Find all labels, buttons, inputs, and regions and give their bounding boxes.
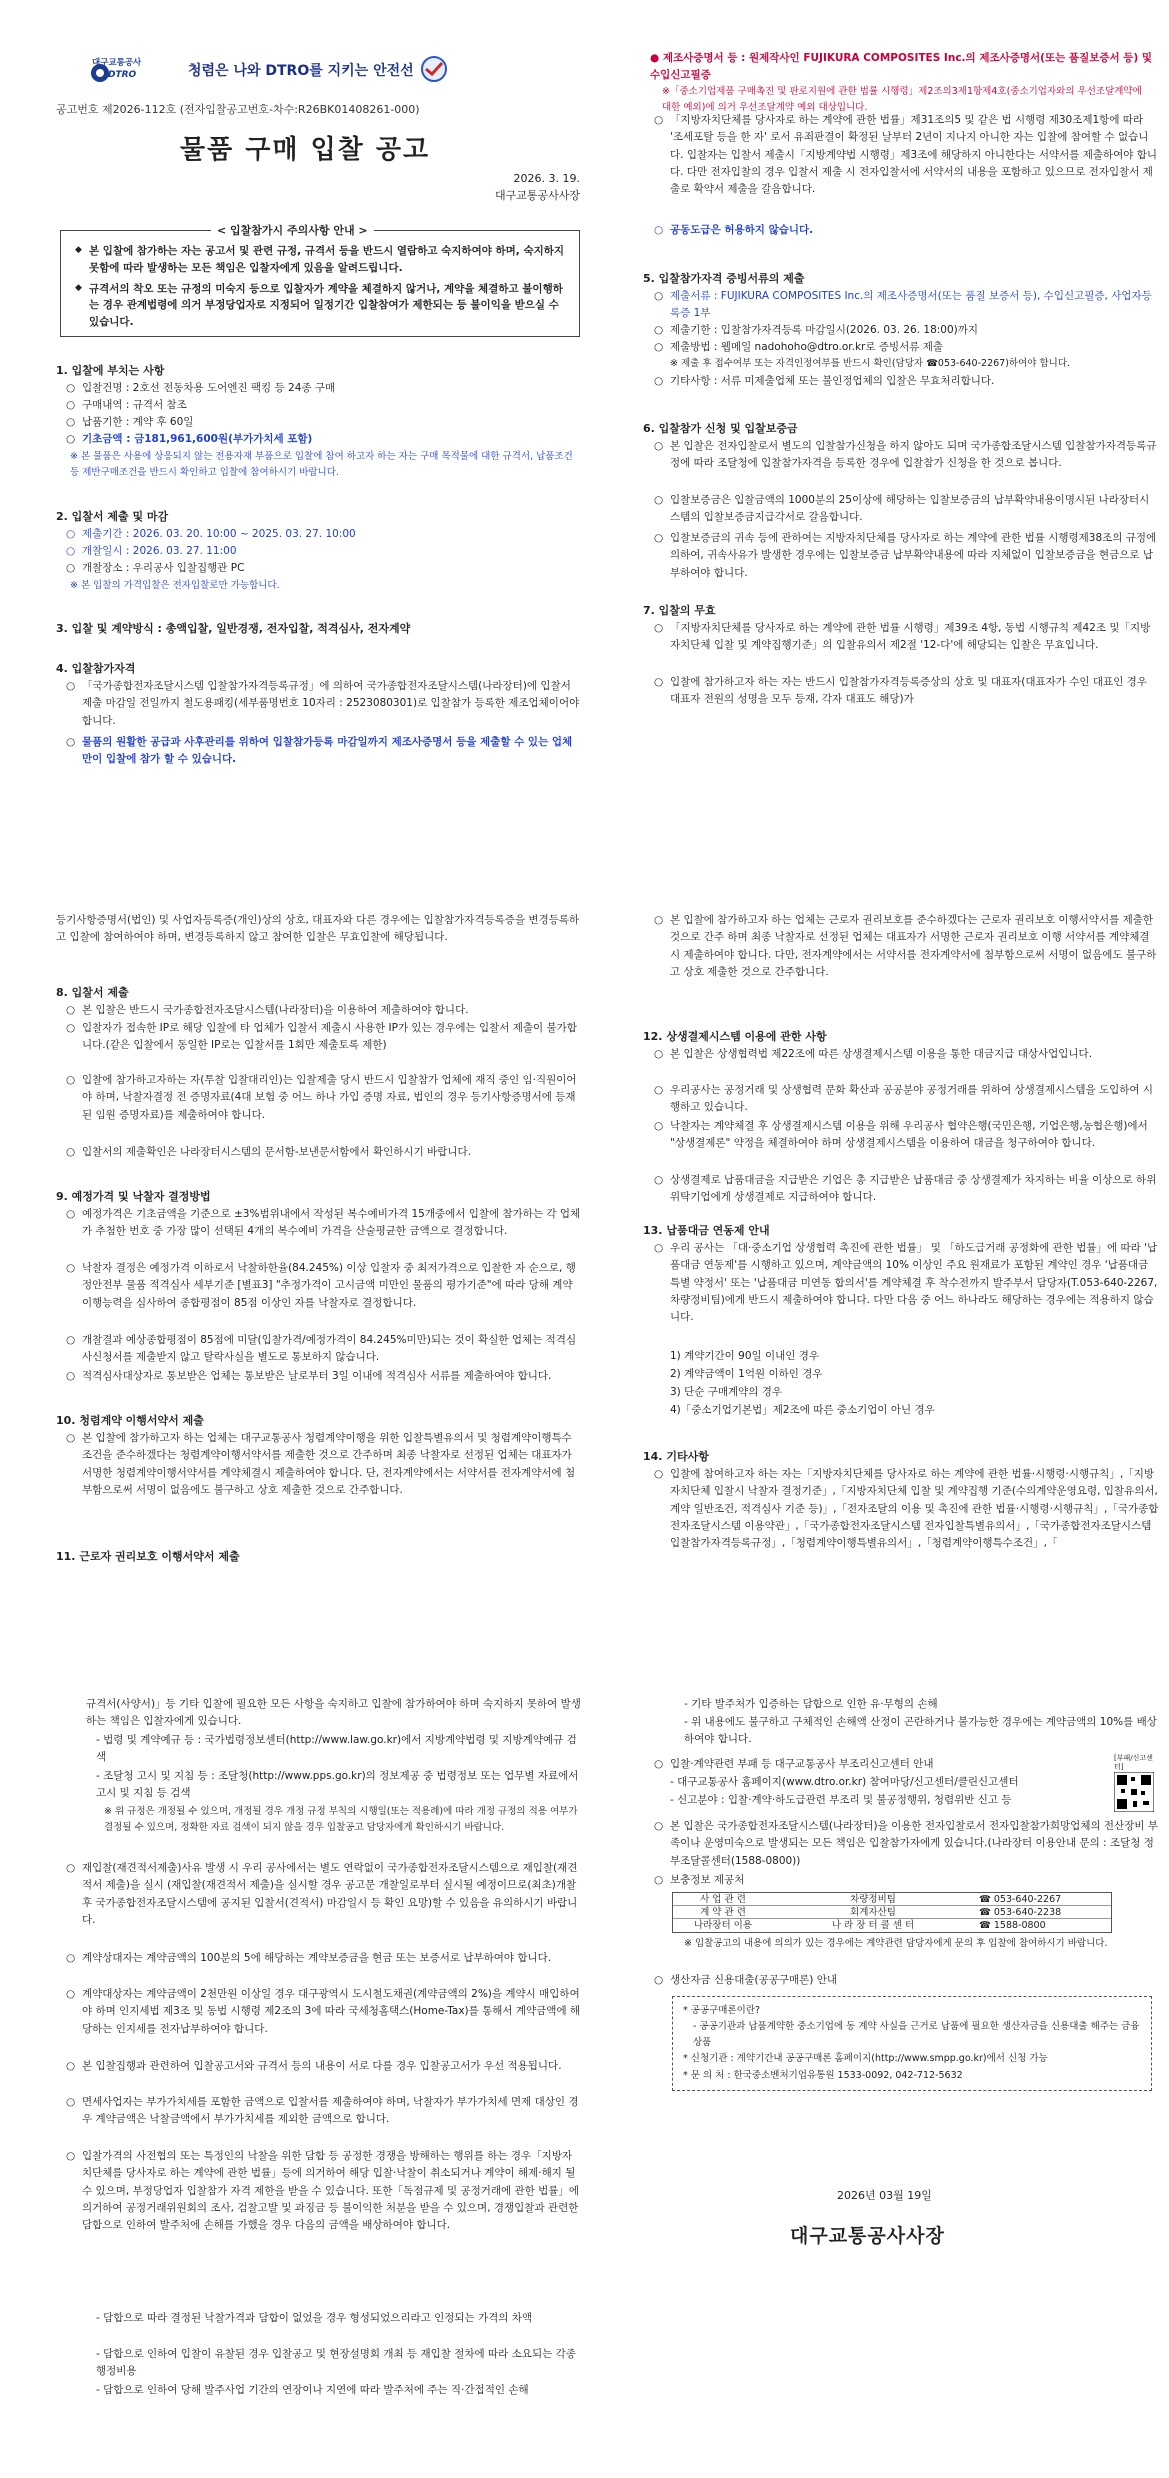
- sign-date: 2026년 03월 19일: [837, 2189, 932, 2202]
- list-item: ○ 구매내역 : 규격서 참조: [66, 399, 187, 411]
- p3-sub: - 조달청 고시 및 지침 등 : 조달청(http://www.pps.go.kr)의 정보제공 중 법령정보 또는 업무별 자료에서 고시 및 지침 등 검색: [96, 1770, 579, 1800]
- worker-rights-item: ○ 본 입찰에 참가하고자 하는 업체는 근로자 권리보호를 준수하겠다는 근로자 권리보호 이행서약서를 제출한 것으로 간주 하며 최종 낙찰자로 선정된 업체는 대표자가 서명한 근로자 권리보호 이행 서약서를 계약체결 시 제출하여야 합니다. 다만, 전자계약에서는 서약서를 전자계약서에 첨부함으로써 서명이 없음에도 불구하고 상호 제출한 것으로 간주합니다.: [654, 914, 1157, 978]
- integrity-item: ○ 본 입찰에 참가하고자 하는 업체는 대구교통공사 청렴계약이행을 위한 입찰특별유의서 및 청렴계약이행특수조건을 준수하겠다는 청렴계약이행서약서를 제출한 것으로 간주하며 최종 낙찰자로 선정된 업체는 대표자가 서명한 청렴계약이행서약서를 계약체결시 제출하여야 합니다. 단, 전자계약에서는 서약서를 전자계약서에 첨부함으로써 서명이 없음에도 불구하고 상호 제출한 것으로 간주합니다.: [66, 1432, 576, 1496]
- section-1-note: ※ 본 물품은 사용에 상응되지 않는 전용자재 부품으로 입찰에 참여 하고자 하는 자는 구매 목적물에 대한 규격서, 납품조건 등 제반구매조건을 반드시 확인하고 입찰에 참여하시기 바랍니다.: [70, 451, 573, 478]
- tax-evasion-item: ○ 「지방자치단체를 당사자로 하는 계약에 관한 법률」제31조의5 및 같은 법 시행령 제30조제1항에 따라 '조세포탈 등을 한 자' 로서 유죄판결이 확정된 날부터 2년이 지나지 아니한 자는 입찰에 참여할 수 없습니다. 입찰자는 입찰서 제출시「지방계약법 시행령」제3조에 해당하지 아니한다는 서약서를 제출하여야 합니다. 다만 전자입찰의 경우 입찰서 제출 시 전자입찰서에 서약서의 내용을 포함하고 있으므로 전자입찰서 제출로 확약서 제출을 갈음합니다.: [654, 114, 1158, 196]
- p3-item: ○ 본 입찰집행과 관련하여 입찰공고서와 규격서 등의 내용이 서로 다를 경우 입찰공고서가 우선 적용됩니다.: [66, 2060, 562, 2072]
- page-3: [0, 1690, 1169, 2478]
- manufacturer-cert: ● 제조사증명서 등 : 원제작사인 FUJIKURA COMPOSITES Inc.의 제조사증명서(또는 품질보증서 등) 및 수입신고필증: [650, 52, 1153, 82]
- section-7-title: 7. 입찰의 무효: [643, 604, 716, 617]
- payment-item: ○ 낙찰자는 계약체결 후 상생결제시스템 이용을 위해 우리공사 협약은행(국민은행, 기업은행,농협은행)에서 "상생결제론" 약정을 체결하여야 하며 상생결제시스템을 이용하여 대금을 청구하여야 합니다.: [654, 1120, 1148, 1150]
- opening-time: ○ 개찰일시 : 2026. 03. 27. 11:00: [66, 545, 237, 557]
- base-amount: ○ 기초금액 : 금181,961,600원(부가가치세 포함): [66, 433, 313, 445]
- docs-other: ○ 기타사항 : 서류 미제출업체 또는 불인정업체의 입찰은 무효처리합니다.: [654, 375, 995, 387]
- caution-box: [60, 224, 580, 337]
- table-row: 계 약 관 련 회계자산팀 ☎ 053-640-2238: [673, 1906, 1111, 1919]
- submit-item: ○ 입찰서의 제출확인은 나라장터시스템의 문서함-보낸문서함에서 확인하시기 바랍니다.: [66, 1146, 471, 1158]
- deposit-item: ○ 입찰보증금은 입찰금액의 1000분의 25이상에 해당하는 입찰보증금의 납부확약내용이명시된 나라장터시스템의 입찰보증금지급각서로 갈음합니다.: [654, 494, 1150, 524]
- misc-item: ○ 입찰에 참여하고자 하는 자는「지방자치단체를 당사자로 하는 계약에 관한 법률·시행령·시행규칙」,「지방자치단체 입찰시 낙찰자 결정기준」,「지방자치단체 입찰 및 계약집행 기준(수의계약운영요령, 입찰유의서, 계약 일반조건, 적격심사 기준 등)」,「전자조달의 이용 및 촉진에 관한 법률·시행령·시행규칙」,「국가종합전자조달시스템 이용약관」,「국가종합전자조달시스템 전자입찰특별유의서」,「국가종합전자조달시스템 입찰참가자격등록규정」,「청렴계약이행특별유의서」,「청렴계약이행특수조건」,「: [654, 1468, 1159, 1550]
- contact-table: [672, 1892, 1112, 1933]
- deposit-item: ○ 본 입찰은 전자입찰로서 별도의 입찰참가신청을 하지 않아도 되며 국가종합조달시스템 입찰참가자격등록규정에 따라 조달청에 입찰참가자격을 등록한 경우에 입찰참가 신청을 한 것으로 봅니다.: [654, 440, 1157, 470]
- p3-note: ※ 위 규정은 개정될 수 있으며, 개정될 경우 개정 규정 부칙의 시행일(또는 적용례)에 따라 개정 규정의 적용 여부가 결정될 수 있으며, 정확한 자료 검색이 되지 않을 경우 입찰공고 담당자에게 확인하시기 바랍니다.: [104, 1806, 578, 1833]
- loan-box-line: * 공공구매론이란?: [683, 2005, 761, 2016]
- caution-item: ◆ 본 입찰에 참가하는 자는 공고서 및 관련 규정, 규격서 등을 반드시 열람하고 숙지하여야 하며, 숙지하지 못함에 따라 발생하는 모든 책임은 입찰자에게 있음을 알려드립니다.: [75, 243, 569, 277]
- section-2-note: ※ 본 입찰의 가격입찰은 전자입찰로만 가능합니다.: [70, 580, 280, 591]
- table-row: 나라장터 이용 나 라 장 터 콜 센 터 ☎ 1588-0800: [693, 1920, 1046, 1931]
- qualification-item: ○ 물품의 원활한 공급과 사후관리를 위하여 입찰참가등록 마감일까지 제조사증명서 등을 제출할 수 있는 업체만이 입찰에 참가 할 수 있습니다.: [66, 736, 573, 766]
- page-2: [0, 900, 1169, 1680]
- section-4-title: 4. 입찰참가자격: [56, 662, 136, 675]
- linkage-exception: 1) 계약기간이 90일 이내인 경우: [670, 1350, 820, 1362]
- supplementary-info: ○ 보충정보 제공처: [654, 1874, 745, 1886]
- slogan: 청렴은 나와 DTRO를 지키는 안전선: [188, 63, 414, 79]
- exception-note: ※「중소기업제품 구매촉진 및 판로지원에 관한 법률 시행령」제2조의3제1항제4호(중소기업자와의 우선조달계약에 대한 예외)에 의거 우선조달계약 예외 대상입니다.: [662, 86, 1142, 113]
- p3-item: ○ 계약대상자는 계약금액이 2천만원 이상일 경우 대구광역시 도시철도채권(계약금액의 2%)을 계약시 매입하여야 하며 인지세법 제3조 및 동법 시행령 제2조의 3에 따라 국세청홈택스(Home-Tax)를 통해서 계약금액에 해당하는 인지세를 전자납부하여야 합니다.: [66, 1988, 581, 2035]
- section-9-title: 9. 예정가격 및 낙찰자 결정방법: [56, 1190, 211, 1203]
- issue-date: 2026. 3. 19.: [513, 172, 580, 185]
- payment-item: ○ 본 입찰은 상생협력법 제22조에 따른 상생결제시스템 이용을 통한 대금지급 대상사업입니다.: [654, 1048, 1093, 1060]
- docs-item: ○ 제출서류 : FUJIKURA COMPOSITES Inc.의 제조사증명서(또는 품질 보증서 등), 수입신고필증, 사업자등록증 1부: [654, 290, 1152, 320]
- p3-item: ○ 계약상대자는 계약금액의 100분의 5에 해당하는 계약보증금을 현금 또는 보증서로 납부하여야 합니다.: [66, 1952, 552, 1964]
- void-item: ○ 입찰에 참가하고자 하는 자는 반드시 입찰참가자격등록증상의 상호 및 대표자(대표자가 수인 대표인 경우 대표자 전원의 성명을 모두 등재, 각자 대표도 해당)가: [654, 676, 1147, 706]
- qr-code-icon: [1114, 1772, 1154, 1812]
- price-item: ○ 적격심사대상자로 통보받은 업체는 통보받은 날로부터 3일 이내에 적격심사 서류를 제출하여야 합니다.: [66, 1370, 552, 1382]
- list-item: ○ 납품기한 : 계약 후 60일: [66, 416, 194, 428]
- opening-place: ○ 개찰장소 : 우리공사 입찰집행관 PC: [66, 562, 245, 574]
- price-item: ○ 예정가격은 기초금액을 기준으로 ±3%범위내에서 작성된 복수예비가격 15개중에서 입찰에 참가하는 각 업체가 추첨한 번호 중 가장 많이 선택된 4개의 복수예비 가격을 산술평균한 금액으로 결정합니다.: [66, 1208, 581, 1238]
- caution-item: ◆ 규격서의 착오 또는 규정의 미숙지 등으로 입찰자가 계약을 체결하지 않거나, 계약을 체결하고 불이행하는 경우 관계법령에 의거 부정당업자로 지정되어 일정기간 입찰참여가 제한되는 등 불이익을 받으실 수 있습니다.: [75, 281, 569, 331]
- loan-box-line: - 공공기관과 납품계약한 중소기업에 동 계약 사실을 근거로 납품에 필요한 생산자금을 신용대출 해주는 금융상품: [693, 2021, 1140, 2049]
- p3-sub: - 법령 및 계약예규 등 : 국가법령정보센터(http://www.law.go.kr)에서 지방계약법령 및 지방계약예규 검색: [96, 1734, 577, 1764]
- submit-item: ○ 입찰자가 접속한 IP로 해당 입찰에 타 업체가 입찰서 제출시 사용한 IP가 있는 경우에는 입찰서 제출이 불가합니다.(같은 입찰에서 동일한 IP로는 입찰서를 1회만 제출토록 제한): [66, 1022, 577, 1052]
- table-row: 사 업 관 련 차량정비팀 ☎ 053-640-2267: [673, 1893, 1111, 1906]
- p3-item: ○ 재입찰(재견적서제출)사유 발생 시 우리 공사에서는 별도 연락없이 국가종합전자조달시스템으로 재입찰(재견적서 제출)을 실시 (재입찰(재견적서 제출)을 실시할 경우 공고문 개찰일로부터 실시될 예정이므로(최초)개찰 후 국가종합전자조달시스템에 공지된 입찰서(견적서) 마감일시 등 확인 요망)할 수 있음을 유의하시기 바랍니다.: [66, 1862, 578, 1926]
- docs-deadline: ○ 제출기한 : 입찰참가자격등록 마감일시(2026. 03. 26. 18:00)까지: [654, 324, 979, 336]
- submit-period: ○ 제출기간 : 2026. 03. 20. 10:00 ~ 2025. 03. 27. 10:00: [66, 528, 356, 540]
- section-12-title: 12. 상생결제시스템 이용에 관한 사항: [643, 1030, 827, 1043]
- integrity-emblem-icon: [416, 55, 452, 83]
- qualification-item: ○ 「국가종합전자조달시스템 입찰참가자격등록규정」에 의하여 국가종합전자조달시스템(나라장터)에 입찰서 제출 마감일 전일까지 철도용패킹(세부품명번호 10자리 : 2523080301)로 입찰참가 등록한 제조업체이어야 합니다.: [66, 680, 580, 727]
- p3-text: 규격서(사양서)」등 기타 입찰에 필요한 모든 사항을 숙지하고 입찰에 참가하여야 하며 숙지하지 못하여 발생하는 책임은 입찰자에게 있습니다.: [86, 1698, 581, 1728]
- submit-item: ○ 본 입찰은 반드시 국가종합전자조달시스템(나라장터)을 이용하여 제출하여야 합니다.: [66, 1004, 469, 1016]
- signature-org: 대구교통공사사장: [790, 2225, 945, 2247]
- deposit-item: ○ 입찰보증금의 귀속 등에 관하여는 지방자치단체를 당사자로 하는 계약에 관한 법률 시행령제38조의 규정에 의하여, 귀속사유가 발생한 경우에는 입찰보증금 납부확약내용에 따라 지체없이 입찰보증금을 현금으로 납부하여야 합니다.: [654, 532, 1157, 579]
- docs-note: ※ 제출 후 접수여부 또는 자격인정여부를 반드시 확인(담당자 ☎053-640-2267)하여야 합니다.: [670, 358, 1071, 369]
- logo-text: 대구교통공사: [92, 58, 142, 68]
- loan-box-line: * 문 의 처 : 한국중소벤처기업유통원 1533-0092, 042-712-5632: [683, 2069, 963, 2081]
- p3-sub: - 위 내용에도 불구하고 구체적인 손해액 산정이 곤란하거나 불가능한 경우에는 계약금액의 10%를 배상하여야 합니다.: [684, 1716, 1157, 1746]
- loan-info: ○ 생산자금 신용대출(공공구매론) 안내: [654, 1974, 838, 1986]
- price-item: ○ 낙찰자 결정은 예정가격 이하로서 낙찰하한율(84.245%) 이상 입찰자 중 최저가격으로 입찰한 자 순으로, 행정안전부 물품 적격심사 세부기준 [별표3] "추정가격이 고시금액 미만인 물품의 평가기준"에 따라 당해 계약이행능력을 심사하여 종합평점이 85점 이상인 자를 낙찰자로 결정합니다.: [66, 1262, 576, 1309]
- logo-text-en: DTRO: [108, 70, 137, 80]
- continued-text: 등기사항증명서(법인) 및 사업자등록증(개인)상의 상호, 대표자와 다른 경우에는 입찰참가자격등록증을 변경등록하고 입찰에 참여하여야 하며, 변경등록하지 않고 참여한 입찰은 무효입찰에 해당됩니다.: [56, 914, 580, 944]
- p3-sub: - 담합으로 인하여 당해 발주사업 기간의 연장이나 지연에 따라 발주처에 주는 직·간접적인 손해: [96, 2384, 529, 2396]
- loan-box: [672, 1996, 1152, 2091]
- payment-item: ○ 우리공사는 공정거래 및 상생협력 문화 확산과 공공분야 공정거래를 위하여 상생결제시스템을 도입하여 시행하고 있습니다.: [654, 1084, 1154, 1114]
- joint-contract-note: ○ 공동도급은 허용하지 않습니다.: [654, 224, 814, 236]
- qr-code[interactable]: [1114, 1754, 1158, 1810]
- section-14-title: 14. 기타사항: [643, 1450, 709, 1463]
- report-center: ○ 입찰·계약관련 부패 등 대구교통공사 부조리신고센터 안내: [654, 1758, 934, 1770]
- report-site: - 대구교통공사 홈페이지(www.dtro.or.kr) 참여마당/신고센터/클린신고센터: [670, 1776, 1019, 1788]
- linkage-exception: 4)「중소기업기본법」제2조에 따른 중소기업이 아닌 경우: [670, 1404, 935, 1416]
- p3-sub: - 담합으로 인하여 입찰이 유찰된 경우 입찰공고 및 현장설명회 개최 등 재입찰 절차에 따라 소요되는 각종 행정비용: [96, 2348, 576, 2378]
- dtro-logo: [88, 55, 158, 85]
- page-1: [0, 0, 1169, 900]
- section-2-title: 2. 입찰서 제출 및 마감: [56, 510, 169, 523]
- issuer: 대구교통공사사장: [494, 189, 580, 202]
- section-11-title: 11. 근로자 권리보호 이행서약서 제출: [56, 1550, 240, 1563]
- docs-method: ○ 제출방법 : 웹메일 nadohoho@dtro.or.kr로 증빙서류 제출: [654, 341, 944, 353]
- linkage-exception: 2) 계약금액이 1억원 이하인 경우: [670, 1368, 823, 1380]
- linkage-exception: 3) 단순 구매계약의 경우: [670, 1386, 783, 1398]
- section-5-title: 5. 입찰참가자격 증빙서류의 제출: [643, 272, 805, 285]
- payment-item: ○ 상생결제로 납품대금을 지급받은 기업은 총 지급받은 납품대금 중 상생결제가 차지하는 비율 이상으로 하위 위탁기업에게 상생결제로 지급하여야 합니다.: [654, 1174, 1157, 1204]
- p3-item: ○ 면세사업자는 부가가치세를 포함한 금액으로 입찰서를 제출하여야 하며, 낙찰자가 부가가치세 면제 대상인 경우 계약금액은 낙찰금액에서 부가가치세를 제외한 금액으로 합니다.: [66, 2096, 579, 2126]
- p3-item: ○ 입찰가격의 사전협의 또는 특정인의 낙찰을 위한 담합 등 공정한 경쟁을 방해하는 행위를 하는 경우「지방자치단체를 당사자로 하는 계약에 관한 법률」등에 의거하여 해당 입찰·낙찰이 취소되거나 계약이 해제·해지 될 수 있으며, 부정당업자 입찰참가 자격 제한을 받을 수 있습니다. 또한「독점규제 및 공정거래에 관한 법률」에 의거하여 공정거래위원회의 조사, 검찰고발 및 과징금 등 불이익한 처분을 받을 수 있으며, 경쟁입찰과 관련한 담합으로 인하여 발주처에 손해를 가했을 경우 다음의 금액을 배상하여야 합니다.: [66, 2150, 580, 2232]
- section-8-title: 8. 입찰서 제출: [56, 986, 129, 999]
- report-scope: - 신고분야 : 입찰·계약·하도급관련 부조리 및 불공정행위, 청렴위반 신고 등: [670, 1794, 1012, 1806]
- caution-title: < 입찰참가시 주의사항 안내 >: [211, 222, 374, 239]
- price-item: ○ 개찰결과 예상종합평점이 85점에 미달(입찰가격/예정가격이 84.245%미만)되는 것이 확실한 업체는 적격심사신청서를 제출받지 않고 탈락사실을 별도로 통보하지 않습니다.: [66, 1334, 577, 1364]
- p3-sub: - 기타 발주처가 입증하는 담합으로 인한 유·무형의 손해: [684, 1698, 938, 1710]
- section-1-title: 1. 입찰에 부치는 사항: [56, 364, 165, 377]
- loan-box-line: * 신청기관 : 계약기간내 공공구매론 홈페이지(http://www.smpp.go.kr)에서 신청 가능: [683, 2053, 1048, 2065]
- inquiry-note: ※ 입찰공고의 내용에 의의가 있는 경우에는 계약관련 담당자에게 문의 후 입찰에 참여하시기 바랍니다.: [684, 1938, 1108, 1949]
- header: [88, 55, 508, 85]
- list-item: ○ 입찰건명 : 2호선 전동차용 도어엔진 팩킹 등 24종 구매: [66, 382, 336, 394]
- p3-sub: - 담합으로 따라 결정된 낙찰가격과 담합이 없었을 경우 형성되었으리라고 인정되는 가격의 차액: [96, 2312, 533, 2324]
- void-item: ○ 「지방자치단체를 당사자로 하는 계약에 관한 법률 시행령」제39조 4항, 동법 시행규칙 제42조 및「지방자치단체 입찰 및 계약집행기준」의 입찰유의서 제2절 '12-다'에 해당되는 입찰은 무효입니다.: [654, 622, 1151, 652]
- announcement-number: 공고번호 제2026-112호 (전자입찰공고번호-차수:R26BK01408261-000): [56, 103, 420, 116]
- qr-label: [부패/신고센터]: [1114, 1754, 1153, 1771]
- section-3-title: 3. 입찰 및 계약방식 : 총액입찰, 일반경쟁, 전자입찰, 적격심사, 전자계약: [56, 622, 411, 635]
- submit-item: ○ 입찰에 참가하고자하는 자(투찰 입찰대리인)는 입찰제출 당시 반드시 입찰참가 업체에 재직 중인 임·직원이어야 하며, 낙찰자결정 전 증명자료(4대 보험 중 어느 하나 가입 증명 자료, 법인의 경우 등기사항증명서에 등재된 임원 증명자료)를 제출하여야 합니다.: [66, 1074, 577, 1121]
- section-6-title: 6. 입찰참가 신청 및 입찰보증금: [643, 422, 798, 435]
- section-13-title: 13. 납품대금 연동제 안내: [643, 1224, 770, 1237]
- e-bid-note: ○ 본 입찰은 국가종합전자조달시스템(나라장터)을 이용한 전자입찰로서 전자입찰참가희망업체의 전산장비 부족이나 운영미숙으로 발생되는 모든 책임은 입찰참가자에게 있습니다.(나라장터 이용안내 문의 : 조달청 정부조달콜센터(1588-0800)): [654, 1820, 1158, 1867]
- linkage-item: ○ 우리 공사는 「대·중소기업 상생협력 촉진에 관한 법률」 및 「하도급거래 공정화에 관한 법률」에 따라 '납품대금 연동제'를 시행하고 있으며, 계약금액의 10% 이상인 주요 원재료가 포함된 계약인 경우 '납품대금 특별 약정서' 또는 '납품대금 미연동 합의서'를 계약체결 후 착수전까지 발주부서 담당자(T.053-640-2267,차량정비팀)에게 반드시 제출하여야 합니다. 다만 다음 중 어느 하나라도 해당하는 경우에는 적용하지 않습니다.: [654, 1242, 1158, 1324]
- section-10-title: 10. 청렴계약 이행서약서 제출: [56, 1414, 204, 1427]
- page-title: 물품 구매 입찰 공고: [180, 135, 431, 165]
